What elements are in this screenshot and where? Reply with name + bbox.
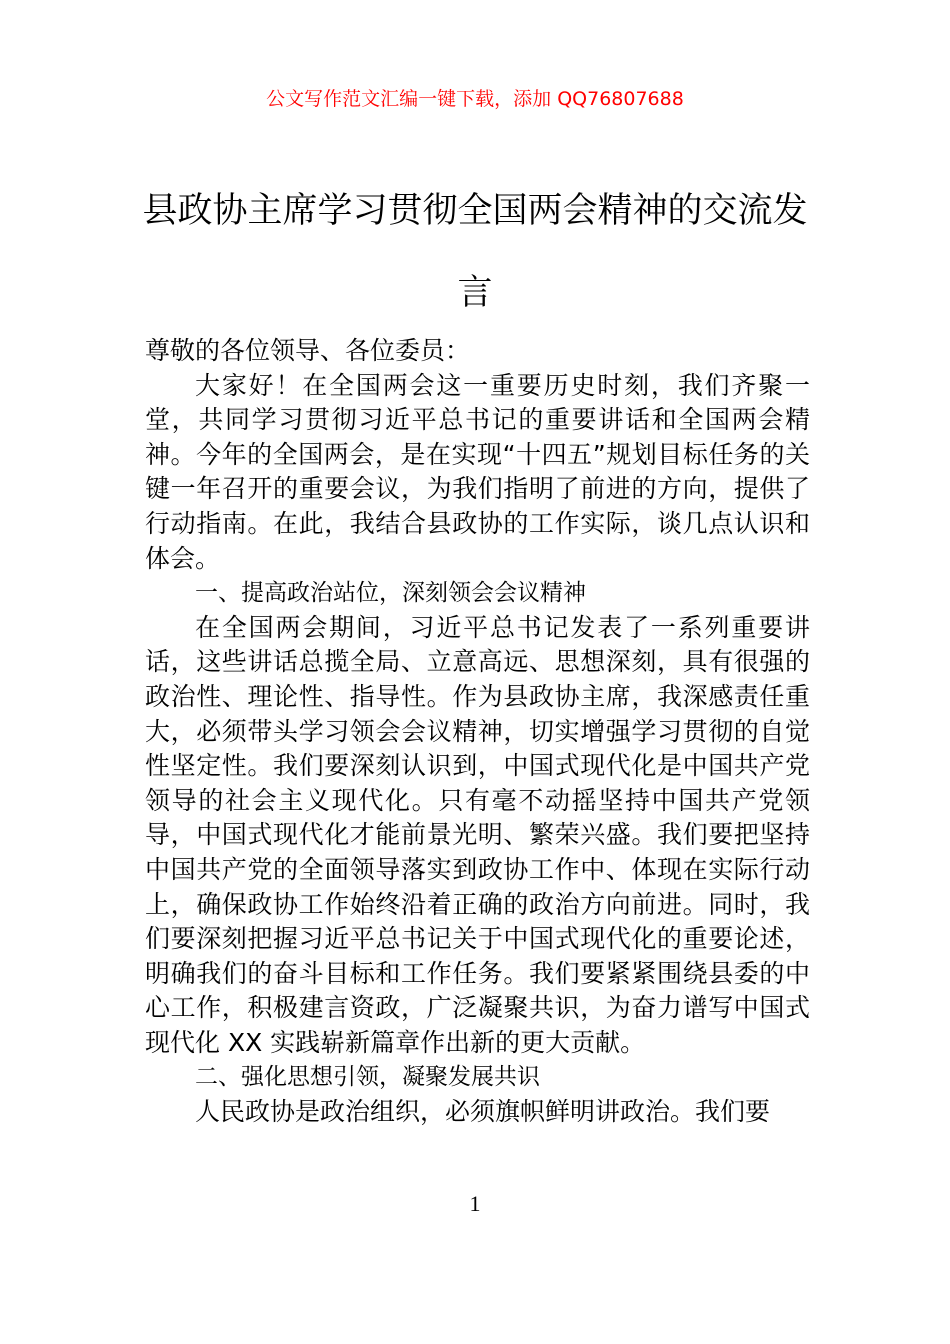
body-paragraph-section-1: 在全国两会期间，习近平总书记发表了一系列重要讲话，这些讲话总揽全局、立意高远、思想深刻，具有很强的政治性、理论性、指导性。作为县政协主席，我深感责任重大，必须带头学习领会会议精神，切实增强学习贯彻的自觉性坚定性。我们要深刻认识到，中国式现代化是中国共产党领导的社会主义现代化。只有毫不动摇坚持中国共产党领导，中国式现代化才能前景光明、繁荣兴盛。我们要把坚持中国共产党的全面领导落实到政协工作中、体现在实际行动上，确保政协工作始终沿着正确的政治方向前进。同时，我们要深刻把握习近平总书记关于中国式现代化的重要论述，明确我们的奋斗目标和工作任务。我们要紧紧围绕县委的中心工作，积极建言资政，广泛凝聚共识，为奋力谱写中国式现代化 XX 实践崭新篇章作出新的更大贡献。 bbox=[145, 612, 810, 1057]
salutation: 尊敬的各位领导、各位委员： bbox=[145, 336, 471, 365]
section-heading-1: 一、提高政治站位，深刻领会会议精神 bbox=[195, 580, 586, 607]
body-paragraph-section-2: 人民政协是政治组织，必须旗帜鲜明讲政治。我们要 bbox=[195, 1097, 771, 1127]
page-number: 1 bbox=[469, 1191, 481, 1216]
download-promo-note: 公文写作范文汇编一键下载，添加 QQ76807688 bbox=[266, 88, 684, 110]
document-title: 县政协主席学习贯彻全国两会精神的交流发言 bbox=[142, 191, 808, 313]
document-body bbox=[145, 334, 810, 1130]
section-heading-2: 二、强化思想引领，凝聚发展共识 bbox=[195, 1064, 540, 1091]
body-paragraph-intro: 大家好！在全国两会这一重要历史时刻，我们齐聚一堂，共同学习贯彻习近平总书记的重要讲话和全国两会精神。今年的全国两会，是在实现“十四五”规划目标任务的关键一年召开的重要会议，为我们指明了前进的方向，提供了行动指南。在此，我结合县政协的工作实际，谈几点认识和体会。 bbox=[145, 370, 810, 573]
